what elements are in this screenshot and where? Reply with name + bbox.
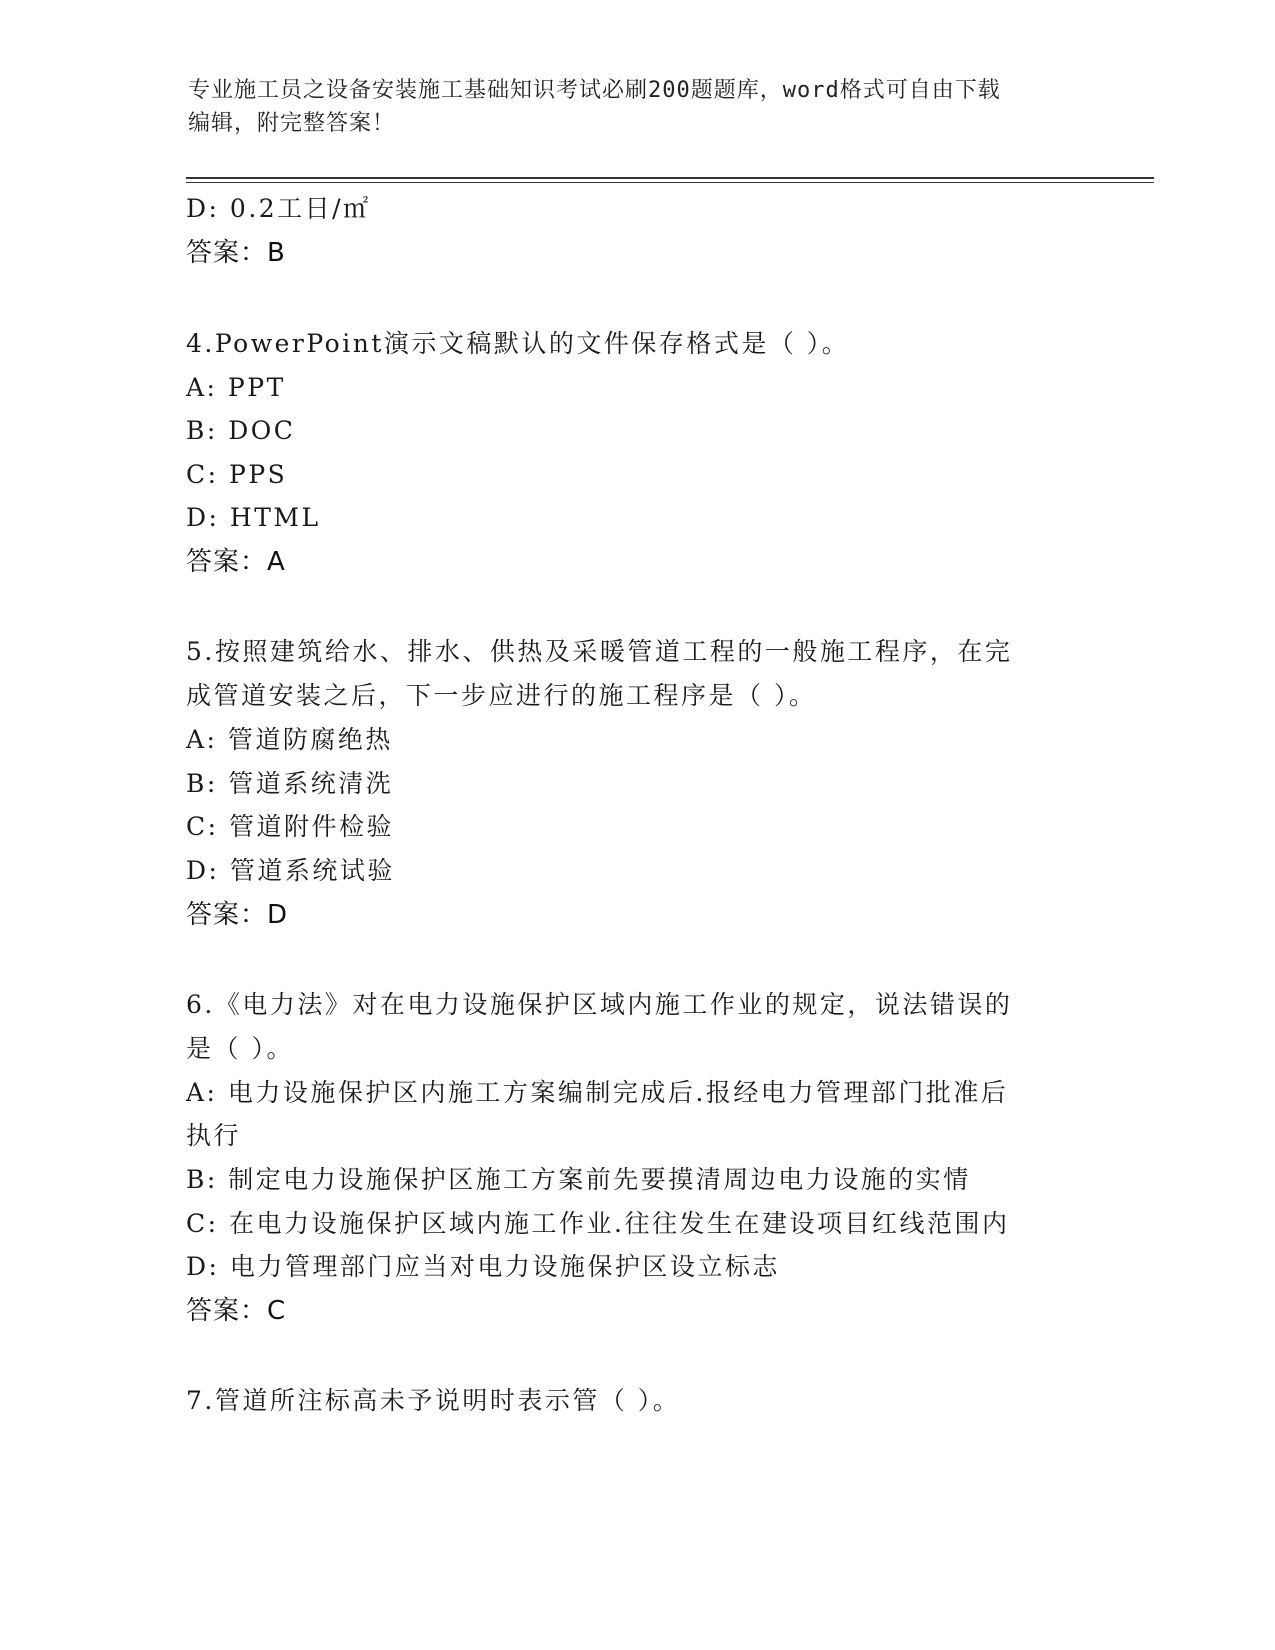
header-title-line-1: 专业施工员之设备安装施工基础知识考试必刷200题题库，word格式可自由下载 <box>188 78 1001 103</box>
prev-answer: 答案：B <box>186 238 286 268</box>
q6-option-a-line-1: A: 电力设施保护区内施工方案编制完成后.报经电力管理部门批准后 <box>186 1078 1009 1107</box>
header-divider <box>186 177 1154 183</box>
prev-option-d: D: 0.2工日/㎡ <box>186 194 371 223</box>
q4-option-c: C: PPS <box>186 460 288 489</box>
q6-option-a-line-2: 执行 <box>186 1121 242 1150</box>
q6-answer: 答案：C <box>186 1296 287 1326</box>
q6-stem-line-2: 是（ ）。 <box>186 1034 294 1063</box>
q5-stem-line-1: 5.按照建筑给水、排水、供热及采暖管道工程的一般施工程序，在完 <box>186 637 1013 666</box>
q4-stem: 4.PowerPoint演示文稿默认的文件保存格式是（ ）。 <box>186 329 850 358</box>
header-title-line-2: 编辑，附完整答案！ <box>188 111 396 136</box>
q5-option-a: A: 管道防腐绝热 <box>186 725 393 754</box>
q6-stem-line-1: 6.《电力法》对在电力设施保护区域内施工作业的规定，说法错误的 <box>186 990 1013 1019</box>
q4-answer: 答案：A <box>186 547 286 577</box>
q7-stem: 7.管道所注标高未予说明时表示管（ ）。 <box>186 1386 681 1415</box>
q6-option-d: D: 电力管理部门应当对电力设施保护区设立标志 <box>186 1252 780 1281</box>
q6-option-b: B: 制定电力设施保护区施工方案前先要摸清周边电力设施的实情 <box>186 1165 971 1194</box>
q5-answer: 答案：D <box>186 900 289 930</box>
q4-option-b: B: DOC <box>186 416 296 445</box>
q5-option-d: D: 管道系统试验 <box>186 856 395 885</box>
q6-option-c: C: 在电力设施保护区域内施工作业.往往发生在建设项目红线范围内 <box>186 1209 1010 1238</box>
q5-option-b: B: 管道系统清洗 <box>186 769 394 798</box>
q4-option-d: D: HTML <box>186 503 321 532</box>
page-header <box>188 74 1068 140</box>
q5-option-c: C: 管道附件检验 <box>186 812 394 841</box>
q5-stem-line-2: 成管道安装之后，下一步应进行的施工程序是（ ）。 <box>186 681 817 710</box>
q4-option-a: A: PPT <box>186 373 286 402</box>
